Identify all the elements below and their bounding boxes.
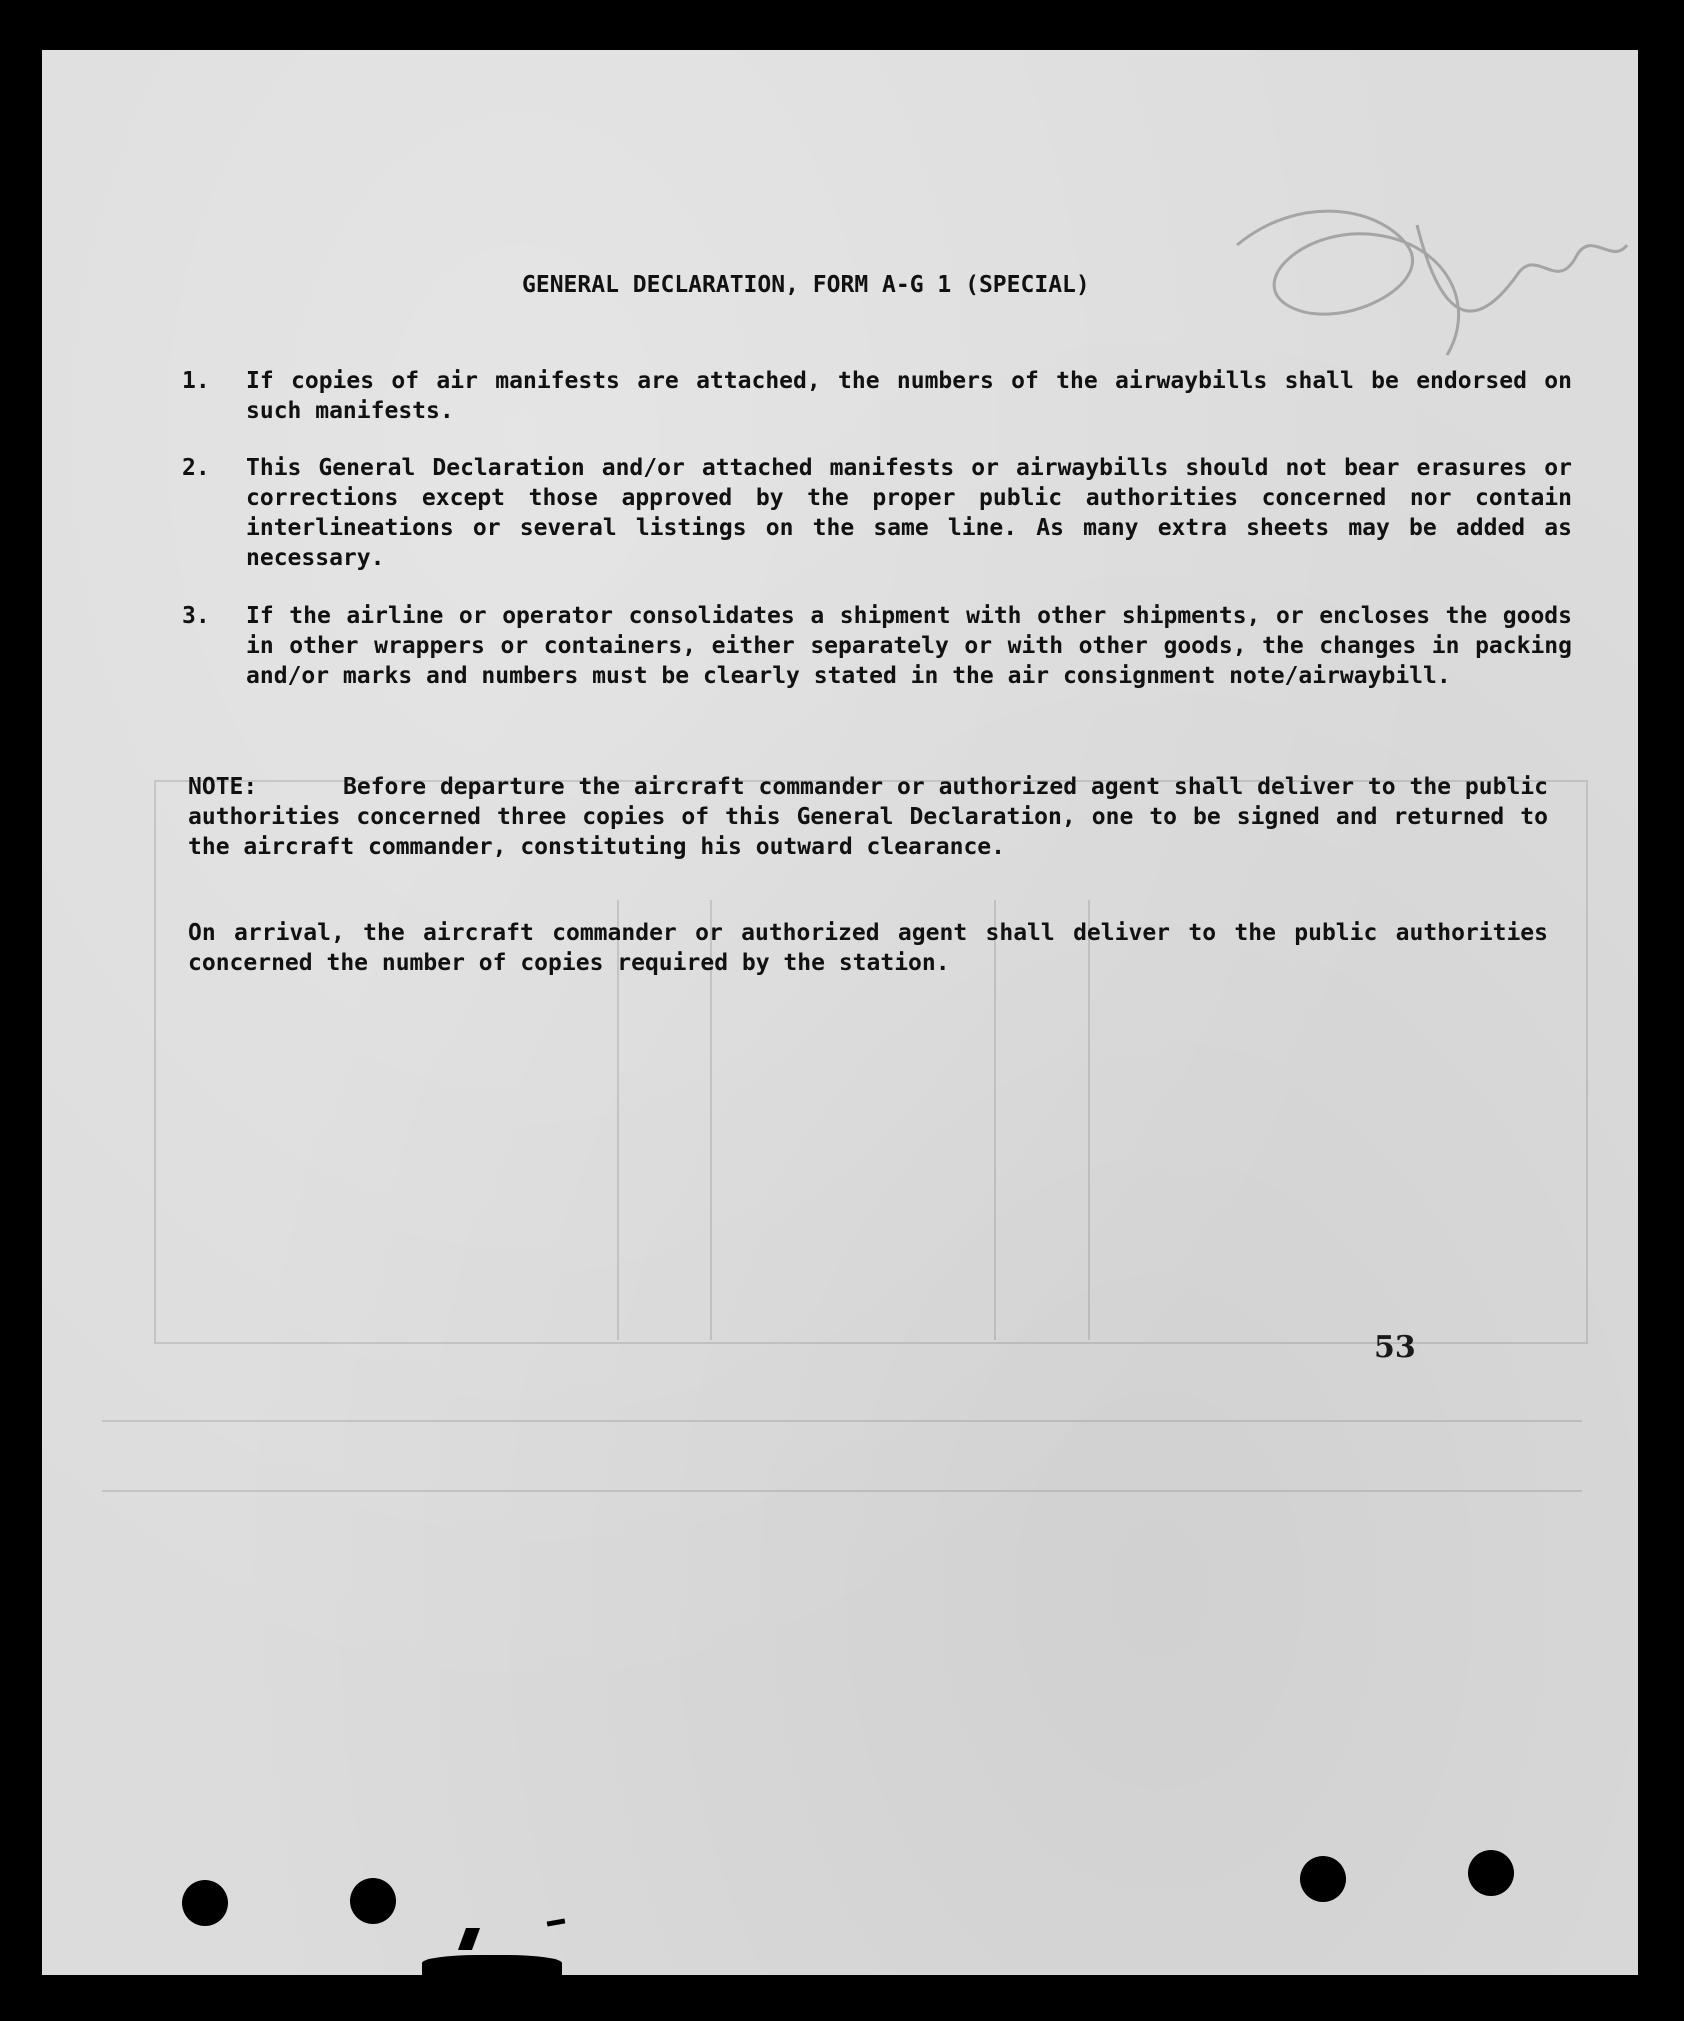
- list-item: [182, 366, 1572, 426]
- punch-hole-icon: [1468, 1850, 1514, 1896]
- torn-mark-icon: [547, 1918, 566, 1926]
- arrival-paragraph: On arrival, the aircraft commander or authorized agent shall deliver to the public authorities concerned the number of copies required by the station.: [188, 920, 1548, 976]
- bleed-through-rule: [102, 1420, 1582, 1422]
- list-item: [182, 601, 1572, 691]
- list-item-number: 2.: [182, 455, 210, 481]
- list-item-number: 1.: [182, 368, 210, 394]
- document-sheet: [42, 50, 1638, 1975]
- note-text: Before departure the aircraft commander or authorized agent shall deliver to the public authorities concerned three copies of this General Declaration, one to be signed and returned to the aircraft commander, constituting his outward clearance.: [188, 774, 1548, 860]
- list-item-text: This General Declaration and/or attached manifests or airwaybills should not bear erasures or corrections except those approved by the proper public authorities concerned nor contain interlineations or several listings on the same line. As many extra sheets may be added as necessary.: [246, 455, 1572, 571]
- list-item-text: If copies of air manifests are attached, the numbers of the airwaybills shall be endorsed on such manifests.: [246, 368, 1572, 424]
- punch-hole-icon: [182, 1880, 228, 1926]
- bleed-through-box: [154, 780, 1588, 1344]
- page-title: GENERAL DECLARATION, FORM A-G 1 (SPECIAL): [522, 272, 1090, 298]
- torn-edge-icon: [422, 1955, 562, 1975]
- punch-hole-icon: [1300, 1856, 1346, 1902]
- torn-mark-icon: [458, 1928, 480, 1950]
- list-item-number: 3.: [182, 603, 210, 629]
- signature-scribble-icon: [1217, 185, 1637, 395]
- note-paragraph: [188, 772, 1548, 862]
- bleed-through-rule: [102, 1490, 1582, 1492]
- list-item-text: If the airline or operator consolidates a shipment with other shipments, or encloses the goods in other wrappers or containers, either separately or with other goods, the changes in packing and/or marks and numbers must be clearly stated in the air consignment note/airwaybill.: [246, 603, 1572, 689]
- page-number: 53: [1374, 1330, 1416, 1365]
- note-label: NOTE:: [188, 774, 258, 800]
- punch-hole-icon: [350, 1878, 396, 1924]
- list-item: [182, 453, 1572, 573]
